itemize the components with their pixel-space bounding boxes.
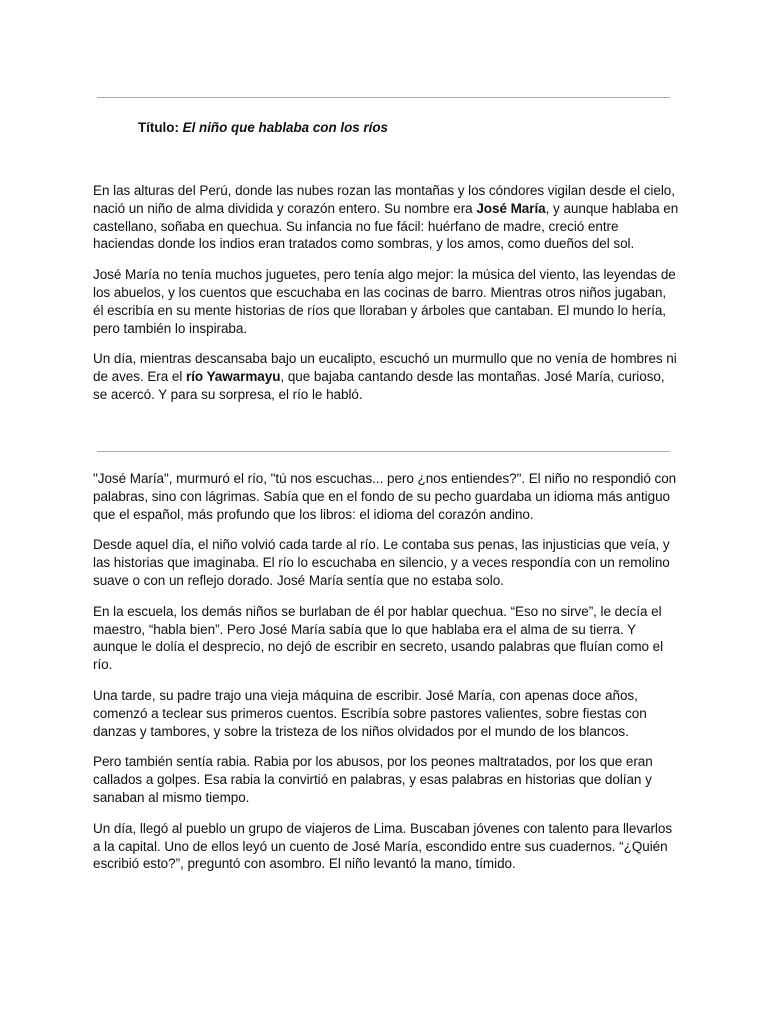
paragraph-9: Un día, llegó al pueblo un grupo de viajeros de Lima. Buscaban jóvenes con talento para llevarlos a la capital. Uno de ellos leyó un cuento de José María, escondido entre sus cuadernos. “¿Quién escribió esto?”, preguntó con asombro. El niño levantó la mano, tímido. [93,820,673,872]
title-label: Título: [138,120,179,135]
bold-name: José María [476,200,546,216]
bold-river: río Yawarmayu [186,369,281,385]
title-value: El niño que hablaba con los ríos [182,120,388,135]
paragraph-5: Desde aquel día, el niño volvió cada tarde al río. Le contaba sus penas, las injusticias que veía, y las historias que imaginaba. El río lo escuchaba en silencio, y a veces respondía con un remolino suave o con un reflejo dorado. José María sentía que no estaba solo. [93,537,670,588]
paragraph-4: "José María", murmuró el río, "tú nos escuchas... pero ¿nos entiendes?". El niño no respondió con palabras, sino con lágrimas. Sabía que en el fondo de su pecho guardaba un idioma más antiguo que el español, más profundo que los libros: el idioma del corazón andino. [93,471,677,522]
story-section-2 [93,470,680,886]
section-divider [97,451,670,452]
paragraph-8: Pero también sentía rabia. Rabia por los abusos, por los peones maltratados, por los que eran callados a golpes. Esa rabia la convirtió en palabras, y esas palabras en historias que dolían y sanaban al mismo tiempo. [93,754,653,805]
story-section-1 [93,182,680,417]
paragraph-3: Un día, mientras descansaba bajo un eucalipto, escuchó un murmullo que no venía de hombres ni de aves. Era el río Yawarmayu, que bajaba cantando desde las montañas. José María, curioso, se acercó. Y para su sorpresa, el río le habló. [93,351,677,402]
paragraph-7: Una tarde, su padre trajo una vieja máquina de escribir. José María, con apenas doce años, comenzó a teclear sus primeros cuentos. Escribía sobre pastores valientes, sobre fiestas con danzas y tambores, y sobre la tristeza de los niños olvidados por el mundo de los blancos. [93,687,647,739]
paragraph-1: En las alturas del Perú, donde las nubes rozan las montañas y los cóndores vigilan desde el cielo, nació un niño de alma dividida y corazón entero. Su nombre era José María, y aunque hablaba en castellano, soñaba en quechua. Su infancia no fue fácil: huérfano de madre, creció entre haciendas donde los indios eran tratados como sombras, y los amos, como dueños del sol. [93,183,679,252]
top-divider [97,97,670,98]
paragraph-6: En la escuela, los demás niños se burlaban de él por hablar quechua. “Eso no sirve”, le decía el maestro, “habla bien”. Pero José María sabía que lo que hablaba era el alma de su tierra. Y aunque le dolía el desprecio, no dejó de escribir en secreto, usando palabras que fluían como el río. [93,603,664,673]
document-title [138,120,388,135]
paragraph-2: José María no tenía muchos juguetes, pero tenía algo mejor: la música del viento, las leyendas de los abuelos, y los cuentos que escuchaba en las cocinas de barro. Mientras otros niños jugaban, él escribía en su mente historias de ríos que lloraban y árboles que cantaban. El mundo lo hería, pero también lo inspiraba. [93,267,676,336]
